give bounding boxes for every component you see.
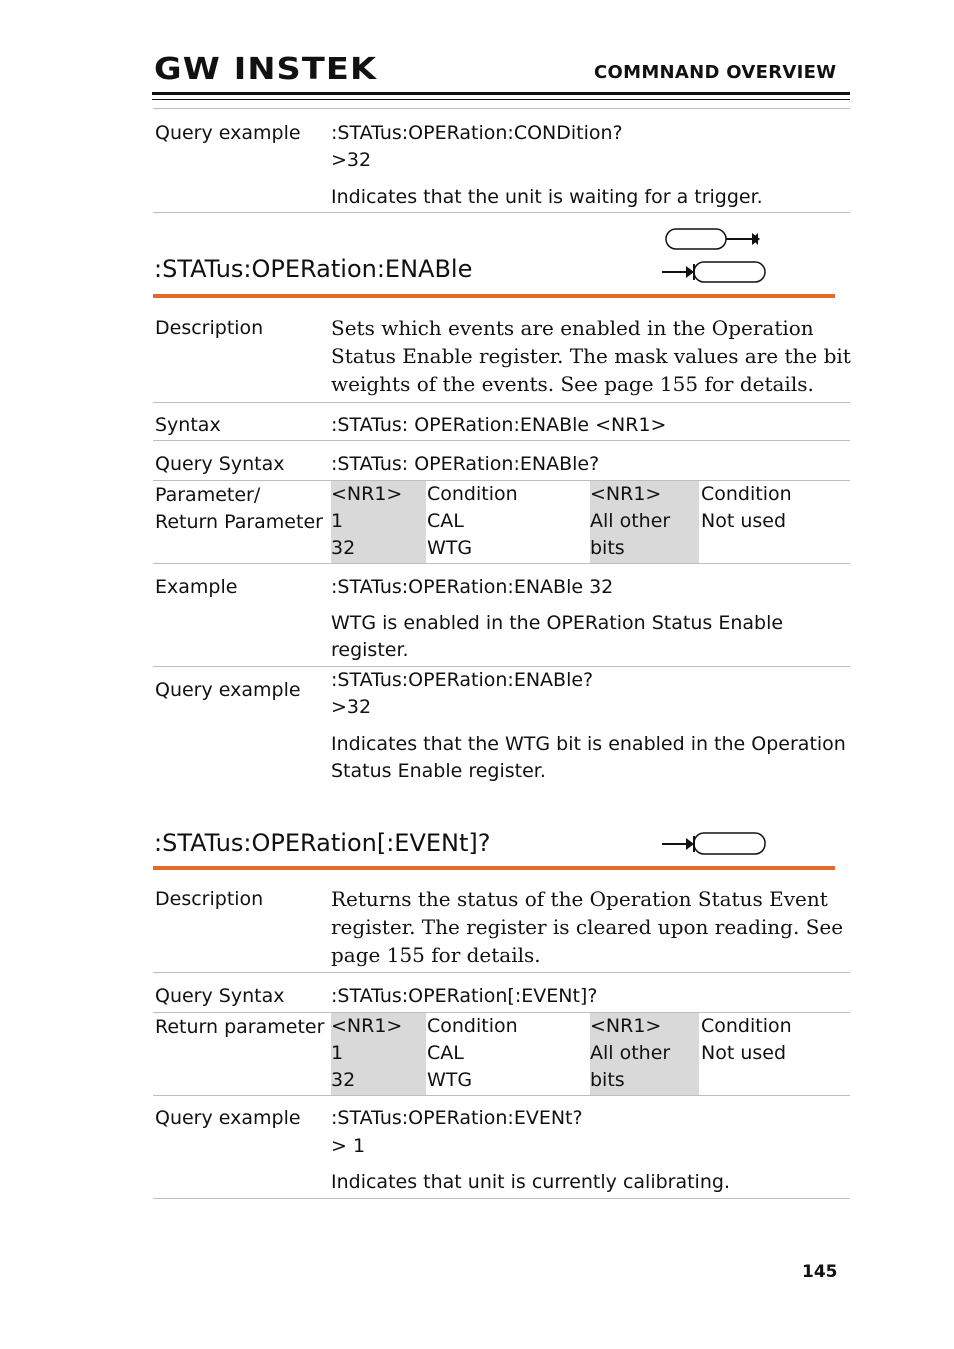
query-note: Status Enable register. [331, 760, 546, 782]
syntax-value: :STATus: OPERation:ENABle <NR1> [331, 414, 667, 436]
query-response: > 1 [331, 1135, 366, 1157]
param-column-condition [701, 1013, 849, 1095]
brand-logo: GW INSTEK [154, 52, 378, 87]
table-cell: 1 [331, 1042, 344, 1064]
param-column-nr1 [331, 481, 426, 563]
param-column-nr1 [590, 1013, 699, 1095]
query-syntax-value: :STATus: OPERation:ENABle? [331, 453, 600, 475]
divider [153, 108, 850, 109]
header-rule-thin [152, 99, 850, 100]
section-rule [153, 294, 835, 298]
query-response: >32 [331, 696, 372, 718]
parameter-table [0, 481, 954, 563]
command-type-icons [660, 226, 770, 288]
query-command: :STATus:OPERation:CONDition? [331, 122, 623, 144]
param-column-condition [427, 1013, 589, 1095]
description-line: register. The register is cleared upon reading. See [331, 915, 844, 939]
table-cell: WTG [427, 537, 473, 559]
table-header: Condition [427, 1015, 518, 1037]
description-label: Description [155, 317, 264, 339]
query-command: :STATus:OPERation:EVENt? [331, 1107, 583, 1129]
query-command-icon [662, 262, 765, 282]
example-note: register. [331, 639, 409, 661]
set-command-icon [666, 229, 760, 249]
query-note: Indicates that the WTG bit is enabled in the Operation [331, 733, 846, 755]
description-line: weights of the events. See page 155 for details. [331, 372, 814, 396]
parameter-label: Return Parameter [155, 511, 323, 533]
table-header: Condition [427, 483, 518, 505]
section-title-event: :STATus:OPERation[:EVENt]? [154, 829, 491, 857]
query-note: Indicates that the unit is waiting for a trigger. [331, 186, 763, 208]
query-syntax-label: Query Syntax [155, 985, 285, 1007]
table-header: <NR1> [590, 1015, 662, 1037]
example-command: :STATus:OPERation:ENABle 32 [331, 576, 614, 598]
example-note: WTG is enabled in the OPERation Status Enable [331, 612, 784, 634]
query-syntax-value: :STATus:OPERation[:EVENt]? [331, 985, 598, 1007]
parameter-label: Parameter/ [155, 484, 261, 506]
query-note: Indicates that unit is currently calibrating. [331, 1171, 730, 1193]
syntax-label: Syntax [155, 414, 221, 436]
table-cell: WTG [427, 1069, 473, 1091]
table-cell: Not used [701, 510, 787, 532]
table-header: Condition [701, 1015, 792, 1037]
param-column-condition [701, 481, 849, 563]
divider [153, 972, 850, 973]
section-rule [153, 866, 835, 870]
param-column-nr1 [590, 481, 699, 563]
divider [153, 1198, 850, 1199]
parameter-table [0, 1013, 954, 1095]
table-cell: CAL [427, 1042, 464, 1064]
table-cell: bits [590, 1069, 625, 1091]
table-cell: Not used [701, 1042, 787, 1064]
example-label: Example [155, 576, 238, 598]
query-example-label: Query example [155, 122, 301, 144]
divider [153, 1095, 850, 1096]
description-line: Status Enable register. The mask values are the bit [331, 344, 851, 368]
table-header: <NR1> [331, 1015, 403, 1037]
query-example-label: Query example [155, 679, 301, 701]
page-number: 145 [802, 1262, 838, 1282]
return-parameter-label: Return parameter [155, 1016, 325, 1038]
query-example-label: Query example [155, 1107, 301, 1129]
table-cell: 32 [331, 537, 356, 559]
table-cell: bits [590, 537, 625, 559]
command-type-icons [660, 828, 770, 860]
section-title-enable: :STATus:OPERation:ENABle [154, 255, 473, 283]
query-response: >32 [331, 149, 372, 171]
table-cell: 32 [331, 1069, 356, 1091]
description-line: page 155 for details. [331, 943, 541, 967]
table-cell: 1 [331, 510, 344, 532]
chapter-title: COMMNAND OVERVIEW [594, 62, 837, 83]
query-command-icon [662, 833, 765, 854]
description-line: Sets which events are enabled in the Operation [331, 316, 814, 340]
param-column-condition [427, 481, 589, 563]
query-command: :STATus:OPERation:ENABle? [331, 669, 594, 691]
query-syntax-label: Query Syntax [155, 453, 285, 475]
param-column-nr1 [331, 1013, 426, 1095]
description-label: Description [155, 888, 264, 910]
table-header: <NR1> [590, 483, 662, 505]
divider [153, 563, 850, 564]
table-cell: CAL [427, 510, 464, 532]
divider [153, 402, 850, 403]
divider [153, 212, 850, 213]
description-line: Returns the status of the Operation Status Event [331, 887, 828, 911]
table-cell: All other [590, 510, 671, 532]
header-rule-thick [152, 92, 850, 95]
table-header: <NR1> [331, 483, 403, 505]
table-cell: All other [590, 1042, 671, 1064]
divider [153, 440, 850, 441]
table-header: Condition [701, 483, 792, 505]
